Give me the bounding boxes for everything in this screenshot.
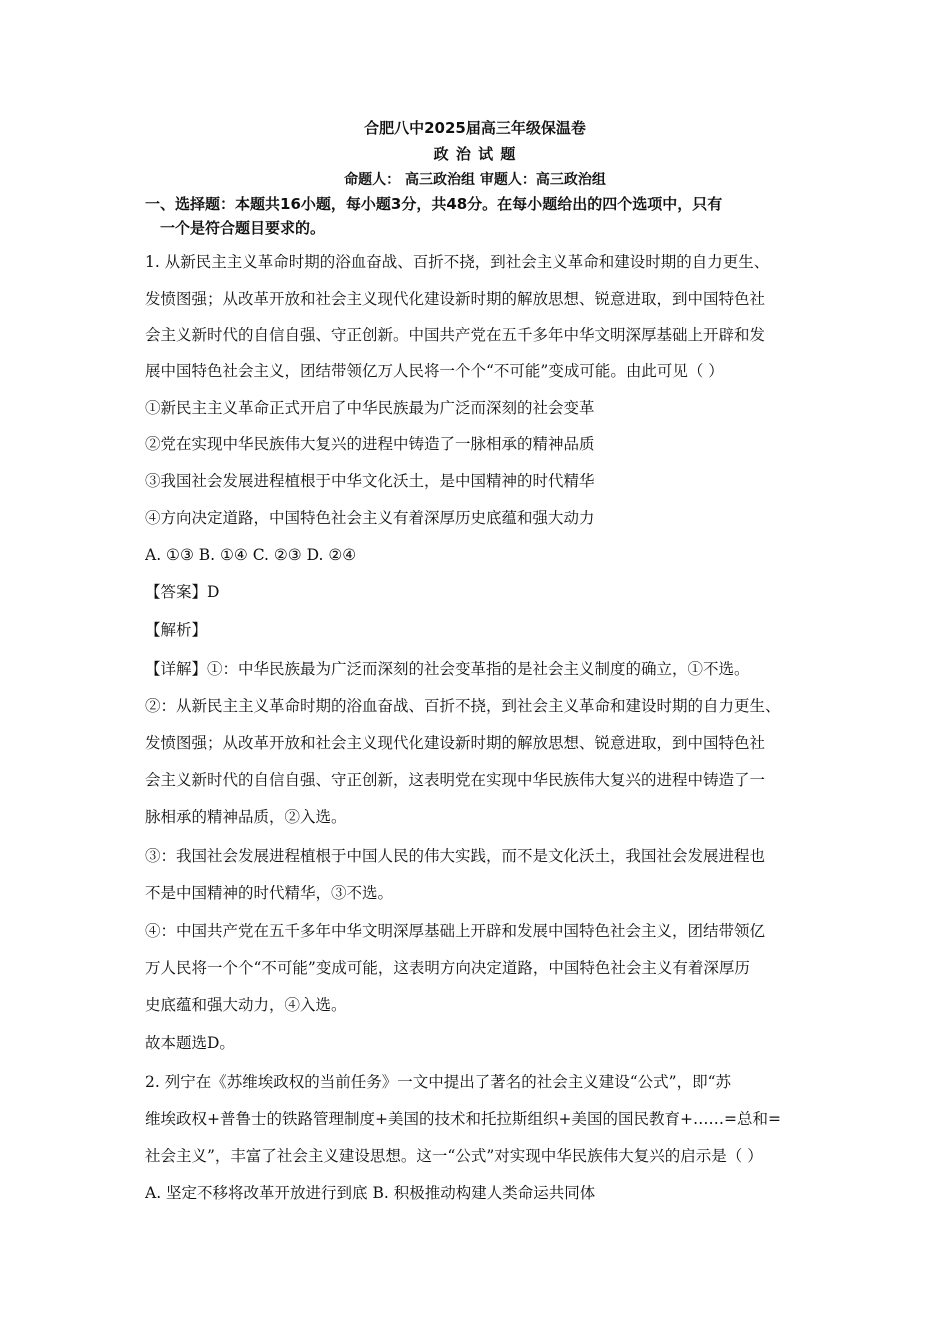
q1-analysis-line: ③：我国社会发展进程植根于中国人民的伟大实践，而不是文化沃土，我国社会发展进程也 [145,847,766,865]
q1-option: ②党在实现中华民族伟大复兴的进程中铸造了一脉相承的精神品质 [145,435,595,453]
q1-stem-line: 发愤图强；从改革开放和社会主义现代化建设新时期的解放思想、锐意进取，到中国特色社 [145,290,766,308]
q1-stem-line: 会主义新时代的自信自强、守正创新。中国共产党在五千多年中华文明深厚基础上开辟和发 [145,326,766,344]
q1-conclusion: 故本题选D。 [145,1034,235,1052]
q1-analysis-label: 【解析】 [145,621,208,639]
q1-choices: A. ①③ B. ①④ C. ②③ D. ②④ [145,546,357,564]
q1-analysis-line: 【详解】①：中华民族最为广泛而深刻的社会变革指的是社会主义制度的确立，①不选。 [145,660,750,678]
q1-option: ③我国社会发展进程植根于中华文化沃土，是中国精神的时代精华 [145,472,595,490]
section-heading: 一、选择题：本题共16小题，每小题3分，共48分。在每小题给出的四个选项中，只有 [145,195,723,213]
q1-analysis-line: 不是中国精神的时代精华，③不选。 [145,884,394,902]
q2-stem-line: 社会主义”，丰富了社会主义建设思想。这一“公式”对实现中华民族伟大复兴的启示是（ ） [145,1147,763,1165]
authors-line: 命题人： 高三政治组 审题人：高三政治组 [344,172,606,188]
q1-option: ①新民主主义革命正式开启了中华民族最为广泛而深刻的社会变革 [145,399,595,417]
q1-analysis-line: 脉相承的精神品质，②入选。 [145,808,347,826]
q2-stem-line: 维埃政权+普鲁士的铁路管理制度+美国的技术和托拉斯组织+美国的国民教育+……=总和= [145,1110,781,1128]
q1-option: ④方向决定道路，中国特色社会主义有着深厚历史底蕴和强大动力 [145,509,595,527]
q1-analysis-line: 万人民将一个个“不可能”变成可能，这表明方向决定道路，中国特色社会主义有着深厚历 [145,959,750,977]
q2-stem-line: 2. 列宁在《苏维埃政权的当前任务》一文中提出了著名的社会主义建设“公式”，即“苏 [145,1073,731,1091]
q1-answer: 【答案】D [145,583,220,601]
q1-stem-line: 1. 从新民主主义革命时期的浴血奋战、百折不挠，到社会主义革命和建设时期的自力更生、 [145,253,770,271]
q1-analysis-line: ④：中国共产党在五千多年中华文明深厚基础上开辟和发展中国特色社会主义，团结带领亿 [145,922,766,940]
section-heading-cont: 一个是符合题目要求的。 [160,219,326,237]
q1-analysis-line: 史底蕴和强大动力，④入选。 [145,996,347,1014]
q1-analysis-line: ②：从新民主主义革命时期的浴血奋战、百折不挠，到社会主义革命和建设时期的自力更生、 [145,697,781,715]
q2-choices: A. 坚定不移将改革开放进行到底 B. 积极推动构建人类命运共同体 [145,1184,596,1202]
exam-title: 合肥八中2025届高三年级保温卷 [364,119,586,137]
subject-title: 政 治 试 题 [433,145,517,163]
q1-analysis-line: 发愤图强；从改革开放和社会主义现代化建设新时期的解放思想、锐意进取，到中国特色社 [145,734,766,752]
q1-analysis-line: 会主义新时代的自信自强、守正创新，这表明党在实现中华民族伟大复兴的进程中铸造了一 [145,771,766,789]
q1-stem-line: 展中国特色社会主义，团结带领亿万人民将一个个“不可能”变成可能。由此可见（ ） [145,362,724,380]
